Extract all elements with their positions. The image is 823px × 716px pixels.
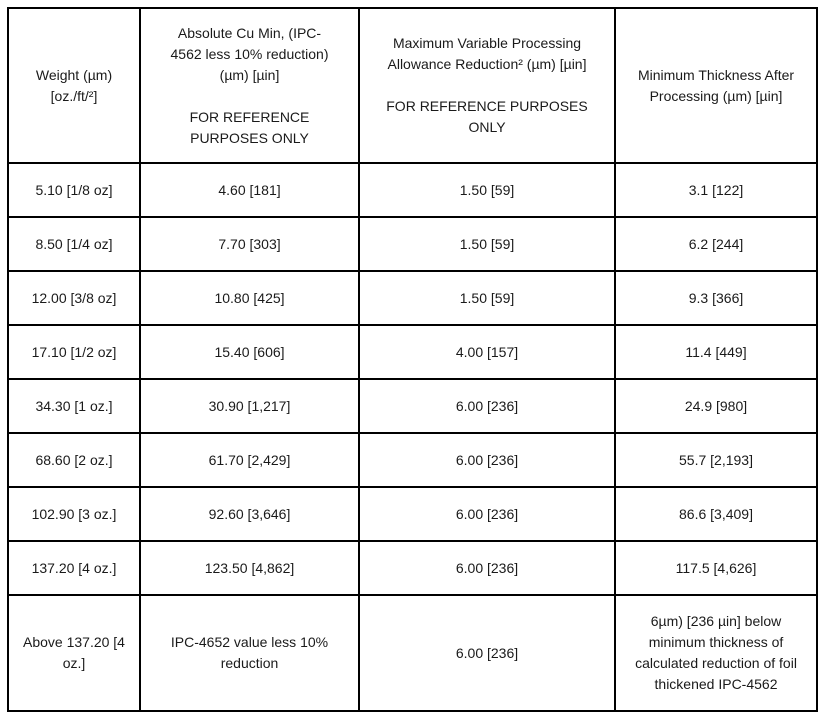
weight-cell: 137.20 [4 oz.]: [8, 541, 140, 595]
minimum-thickness-cell: 11.4 [449]: [615, 325, 817, 379]
absolute-cu-min-cell: 92.60 [3,646]: [140, 487, 359, 541]
header-minimum-thickness-text: Minimum Thickness After Processing (µm) [µin]: [637, 66, 795, 104]
header-processing-allowance-text: Maximum Variable Processing Allowance Reduction² (µm) [µin]: [387, 35, 587, 72]
header-processing-allowance-note: FOR REFERENCE PURPOSES ONLY: [386, 98, 588, 135]
table-row: [8, 325, 817, 379]
header-row: [8, 8, 817, 163]
absolute-cu-min-cell: 10.80 [425]: [140, 271, 359, 325]
absolute-cu-min-cell: 61.70 [2,429]: [140, 433, 359, 487]
minimum-thickness-cell: 6µm) [236 µin] below minimum thickness of calculated reduction of foil thickened IPC-4562: [615, 595, 817, 711]
minimum-thickness-cell: 55.7 [2,193]: [615, 433, 817, 487]
minimum-thickness-cell: 86.6 [3,409]: [615, 487, 817, 541]
weight-cell: 5.10 [1/8 oz]: [8, 163, 140, 217]
table-row: [8, 217, 817, 271]
absolute-cu-min-cell: 30.90 [1,217]: [140, 379, 359, 433]
weight-cell: 34.30 [1 oz.]: [8, 379, 140, 433]
minimum-thickness-cell: 24.9 [980]: [615, 379, 817, 433]
processing-allowance-cell: 6.00 [236]: [359, 433, 615, 487]
processing-allowance-cell: 6.00 [236]: [359, 541, 615, 595]
minimum-thickness-cell: 3.1 [122]: [615, 163, 817, 217]
weight-cell: 17.10 [1/2 oz]: [8, 325, 140, 379]
processing-allowance-cell: 6.00 [236]: [359, 487, 615, 541]
processing-allowance-cell: 4.00 [157]: [359, 325, 615, 379]
minimum-thickness-cell: 6.2 [244]: [615, 217, 817, 271]
weight-cell: 8.50 [1/4 oz]: [8, 217, 140, 271]
absolute-cu-min-cell: IPC-4652 value less 10% reduction: [140, 595, 359, 711]
table-row: [8, 271, 817, 325]
header-weight: [8, 8, 140, 163]
absolute-cu-min-cell: 123.50 [4,862]: [140, 541, 359, 595]
minimum-thickness-cell: 117.5 [4,626]: [615, 541, 817, 595]
table-row-above-4oz: [8, 595, 817, 711]
table-row: [8, 541, 817, 595]
processing-allowance-cell: 1.50 [59]: [359, 163, 615, 217]
minimum-thickness-cell: 9.3 [366]: [615, 271, 817, 325]
processing-allowance-cell: 1.50 [59]: [359, 217, 615, 271]
table-row: [8, 487, 817, 541]
absolute-cu-min-cell: 4.60 [181]: [140, 163, 359, 217]
weight-cell: Above 137.20 [4 oz.]: [8, 595, 140, 711]
processing-allowance-cell: 1.50 [59]: [359, 271, 615, 325]
weight-cell: 68.60 [2 oz.]: [8, 433, 140, 487]
header-processing-allowance: [359, 8, 615, 163]
table-row: [8, 163, 817, 217]
absolute-cu-min-cell: 7.70 [303]: [140, 217, 359, 271]
weight-cell: 12.00 [3/8 oz]: [8, 271, 140, 325]
absolute-cu-min-cell: 15.40 [606]: [140, 325, 359, 379]
weight-cell: 102.90 [3 oz.]: [8, 487, 140, 541]
header-minimum-thickness: [615, 8, 817, 163]
table-row: [8, 433, 817, 487]
processing-allowance-cell: 6.00 [236]: [359, 595, 615, 711]
header-absolute-cu-min-text: Absolute Cu Min, (IPC-4562 less 10% reduction) (µm) [µin]: [170, 24, 329, 83]
header-absolute-cu-min: [140, 8, 359, 163]
table-row: [8, 379, 817, 433]
header-weight-text: Weight (µm) [oz./ft/²]: [35, 66, 113, 104]
processing-allowance-cell: 6.00 [236]: [359, 379, 615, 433]
header-absolute-cu-min-note: FOR REFERENCE PURPOSES ONLY: [189, 108, 310, 146]
copper-thickness-table: [7, 7, 818, 712]
